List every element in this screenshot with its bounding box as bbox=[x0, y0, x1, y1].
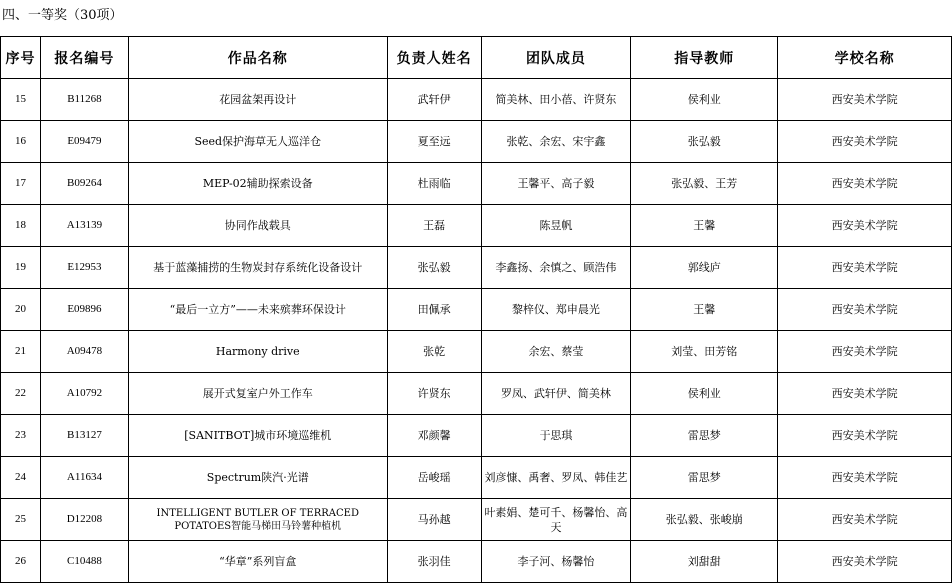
header-advisor: 指导教师 bbox=[631, 37, 778, 79]
cell-work: Spectrum陕汽·光谱 bbox=[128, 457, 387, 499]
cell-code: B09264 bbox=[40, 163, 128, 205]
table-row bbox=[1, 373, 952, 415]
table-row bbox=[1, 415, 952, 457]
table-row bbox=[1, 289, 952, 331]
cell-index: 24 bbox=[1, 457, 41, 499]
cell-school: 西安美术学院 bbox=[778, 457, 952, 499]
cell-work: “最后一立方”——未来殡葬环保设计 bbox=[128, 289, 387, 331]
table-row bbox=[1, 205, 952, 247]
cell-advisor: 张弘毅、王芳 bbox=[631, 163, 778, 205]
cell-school: 西安美术学院 bbox=[778, 79, 952, 121]
cell-leader: 岳峻瑶 bbox=[387, 457, 481, 499]
cell-work: [SANITBOT]城市环境巡维机 bbox=[128, 415, 387, 457]
cell-code: E09896 bbox=[40, 289, 128, 331]
table-row bbox=[1, 163, 952, 205]
cell-index: 16 bbox=[1, 121, 41, 163]
cell-leader: 王磊 bbox=[387, 205, 481, 247]
cell-leader: 武轩伊 bbox=[387, 79, 481, 121]
table-row bbox=[1, 541, 952, 583]
cell-index: 21 bbox=[1, 331, 41, 373]
header-index: 序号 bbox=[1, 37, 41, 79]
cell-index: 23 bbox=[1, 415, 41, 457]
cell-leader: 张羽佳 bbox=[387, 541, 481, 583]
cell-school: 西安美术学院 bbox=[778, 499, 952, 541]
cell-work: 协同作战载具 bbox=[128, 205, 387, 247]
cell-members: 叶素娟、楚可千、杨馨怡、高天 bbox=[481, 499, 631, 541]
header-registration-code: 报名编号 bbox=[40, 37, 128, 79]
cell-advisor: 王馨 bbox=[631, 205, 778, 247]
cell-code: A11634 bbox=[40, 457, 128, 499]
cell-members: 王馨平、高子毅 bbox=[481, 163, 631, 205]
cell-members: 李子河、杨馨怡 bbox=[481, 541, 631, 583]
cell-code: C10488 bbox=[40, 541, 128, 583]
cell-members: 刘彦慷、禹奢、罗凤、韩佳艺 bbox=[481, 457, 631, 499]
cell-code: B13127 bbox=[40, 415, 128, 457]
table-row bbox=[1, 247, 952, 289]
cell-work: Harmony drive bbox=[128, 331, 387, 373]
cell-school: 西安美术学院 bbox=[778, 331, 952, 373]
cell-school: 西安美术学院 bbox=[778, 121, 952, 163]
table-row bbox=[1, 331, 952, 373]
header-school: 学校名称 bbox=[778, 37, 952, 79]
cell-index: 25 bbox=[1, 499, 41, 541]
cell-leader: 杜雨临 bbox=[387, 163, 481, 205]
cell-school: 西安美术学院 bbox=[778, 289, 952, 331]
cell-code: E12953 bbox=[40, 247, 128, 289]
cell-work: 基于蓝藻捕捞的生物炭封存系统化设备设计 bbox=[128, 247, 387, 289]
cell-advisor: 张弘毅、张峻崩 bbox=[631, 499, 778, 541]
cell-code: A10792 bbox=[40, 373, 128, 415]
cell-advisor: 侯利业 bbox=[631, 373, 778, 415]
table-row bbox=[1, 499, 952, 541]
cell-code: A13139 bbox=[40, 205, 128, 247]
cell-advisor: 王馨 bbox=[631, 289, 778, 331]
section-title: 四、一等奖（30项） bbox=[2, 8, 123, 23]
cell-school: 西安美术学院 bbox=[778, 415, 952, 457]
cell-index: 22 bbox=[1, 373, 41, 415]
header-work-title: 作品名称 bbox=[128, 37, 387, 79]
cell-advisor: 刘莹、田芳铭 bbox=[631, 331, 778, 373]
cell-advisor: 张弘毅 bbox=[631, 121, 778, 163]
cell-leader: 田佩承 bbox=[387, 289, 481, 331]
awards-table bbox=[0, 36, 952, 583]
cell-members: 张乾、余宏、宋宇鑫 bbox=[481, 121, 631, 163]
cell-school: 西安美术学院 bbox=[778, 541, 952, 583]
cell-leader: 马孙越 bbox=[387, 499, 481, 541]
cell-members: 罗凤、武轩伊、简美林 bbox=[481, 373, 631, 415]
table-header-row bbox=[1, 37, 952, 79]
cell-advisor: 雷思梦 bbox=[631, 415, 778, 457]
table-row bbox=[1, 121, 952, 163]
cell-school: 西安美术学院 bbox=[778, 373, 952, 415]
cell-members: 简美林、田小蓓、许贤东 bbox=[481, 79, 631, 121]
cell-index: 15 bbox=[1, 79, 41, 121]
cell-leader: 张乾 bbox=[387, 331, 481, 373]
cell-code: E09479 bbox=[40, 121, 128, 163]
cell-work: 展开式复室户外工作车 bbox=[128, 373, 387, 415]
cell-members: 陈昱帆 bbox=[481, 205, 631, 247]
cell-members: 于思琪 bbox=[481, 415, 631, 457]
cell-index: 17 bbox=[1, 163, 41, 205]
table-row bbox=[1, 457, 952, 499]
cell-index: 19 bbox=[1, 247, 41, 289]
cell-members: 李鑫扬、余慎之、顾浩伟 bbox=[481, 247, 631, 289]
cell-leader: 夏至远 bbox=[387, 121, 481, 163]
header-team-members: 团队成员 bbox=[481, 37, 631, 79]
cell-work: INTELLIGENT BUTLER OF TERRACED POTATOES智能马梯田马铃薯种植机 bbox=[128, 499, 387, 541]
cell-work: “华章”系列盲盒 bbox=[128, 541, 387, 583]
cell-advisor: 侯利业 bbox=[631, 79, 778, 121]
cell-index: 20 bbox=[1, 289, 41, 331]
cell-school: 西安美术学院 bbox=[778, 247, 952, 289]
cell-work: 花园盆架再设计 bbox=[128, 79, 387, 121]
cell-leader: 张弘毅 bbox=[387, 247, 481, 289]
cell-code: B11268 bbox=[40, 79, 128, 121]
cell-advisor: 雷思梦 bbox=[631, 457, 778, 499]
cell-code: A09478 bbox=[40, 331, 128, 373]
cell-work: MEP-02辅助探索设备 bbox=[128, 163, 387, 205]
cell-advisor: 郭线庐 bbox=[631, 247, 778, 289]
cell-work: Seed保护海草无人巡洋仓 bbox=[128, 121, 387, 163]
cell-leader: 许贤东 bbox=[387, 373, 481, 415]
cell-members: 余宏、蔡莹 bbox=[481, 331, 631, 373]
cell-leader: 邓颜馨 bbox=[387, 415, 481, 457]
cell-members: 黎梓仪、郑申晨光 bbox=[481, 289, 631, 331]
cell-school: 西安美术学院 bbox=[778, 205, 952, 247]
table-row bbox=[1, 79, 952, 121]
cell-advisor: 刘甜甜 bbox=[631, 541, 778, 583]
cell-school: 西安美术学院 bbox=[778, 163, 952, 205]
cell-index: 26 bbox=[1, 541, 41, 583]
header-leader: 负责人姓名 bbox=[387, 37, 481, 79]
cell-code: D12208 bbox=[40, 499, 128, 541]
cell-index: 18 bbox=[1, 205, 41, 247]
